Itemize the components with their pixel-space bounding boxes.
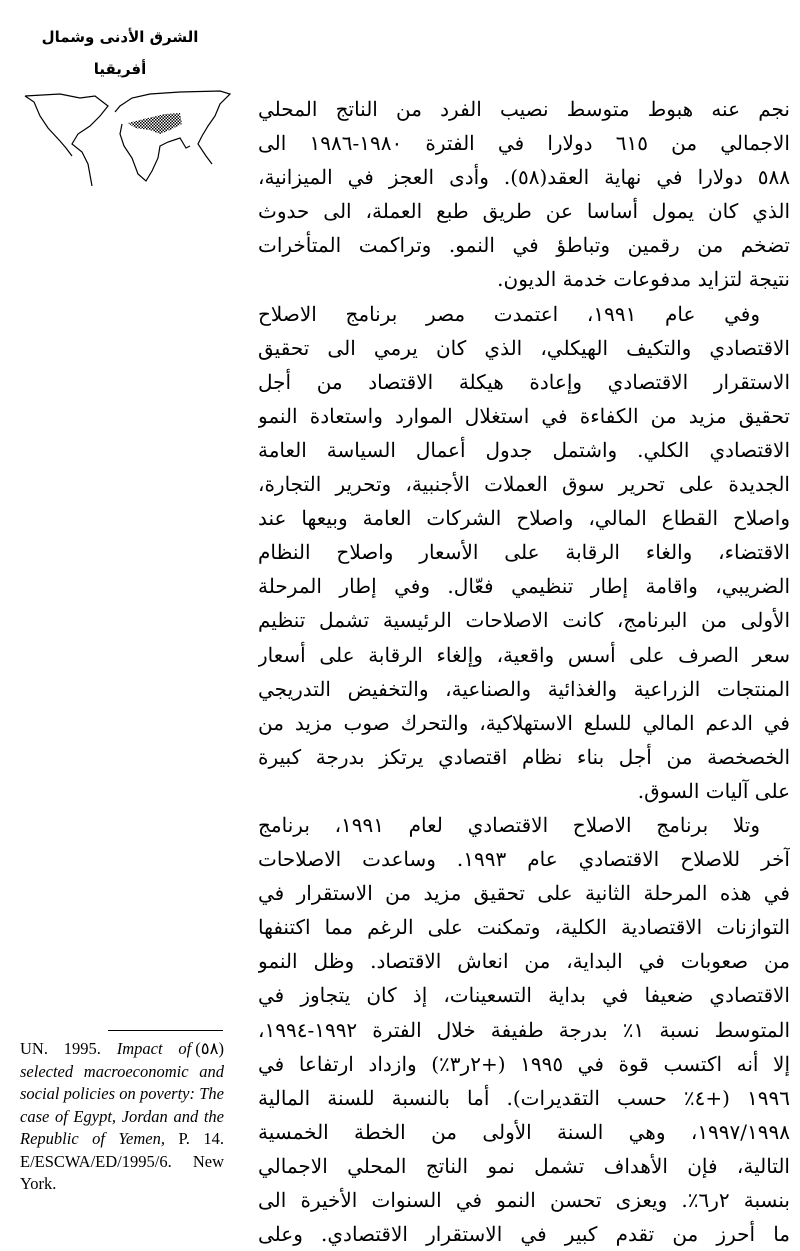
footnote-author-year: UN. 1995. bbox=[20, 1039, 101, 1058]
text-line: تضخم من رقمين وتباطؤ في النمو. وتراكمت المتأخرات bbox=[258, 233, 790, 258]
text-line: الاقتصادي والتكيف الهيكلي، الذي كان يرمي الى تحقيق bbox=[258, 335, 790, 360]
body-text bbox=[258, 92, 790, 1251]
text-line: الاجمالي من ٦١٥ دولارا في الفترة ١٩٨٠-١٩٨٦ الى bbox=[258, 131, 790, 156]
text-line: ١٩٩٦ (+٤٪ حسب التقديرات). أما بالنسبة للسنة المالية bbox=[258, 1085, 790, 1110]
text-line: تحقيق مزيد من الكفاءة في استغلال الموارد واستعادة النمو bbox=[258, 403, 790, 428]
text-line: وفي عام ١٩٩١، اعتمدت مصر برنامج الاصلاح bbox=[258, 301, 760, 326]
text-line: الذي كان يمول أساسا عن طريق طبع العملة، الى حدوث bbox=[258, 199, 790, 224]
text-line: الاقتصادي ضعيفا في بداية التسعينات، إذ كان يتجاوز في bbox=[258, 983, 790, 1008]
text-line: على آليات السوق. bbox=[637, 778, 790, 803]
text-line: الاقتصادي الكلي. واشتمل جدول أعمال السياسة العامة bbox=[258, 437, 790, 462]
text-line: ٥٨٨ دولارا في نهاية العقد(٥٨). وأدى العجز في الميزانية، bbox=[258, 165, 790, 190]
text-line: المتوسط نسبة ١٪ بدرجة طفيفة خلال الفترة ١٩٩٢-١٩٩٤، bbox=[258, 1017, 790, 1042]
text-line: الاستقرار الاقتصادي وإعادة هيكلة الاقتصاد من أجل bbox=[258, 369, 790, 394]
text-line: ١٩٩٧/١٩٩٨، وهي السنة الأولى من الخطة الخمسية bbox=[258, 1119, 790, 1144]
text-line: الجديدة على تحرير سوق العملات الأجنبية، وتحرير التجارة، bbox=[258, 472, 790, 497]
footnote-title: Impact of selected macroeconomic and social policies on poverty: The case of Egypt, Jordan and the Republic of Yemen, bbox=[20, 1039, 224, 1148]
world-map-icon bbox=[20, 86, 235, 186]
text-line: وتلا برنامج الاصلاح الاقتصادي لعام ١٩٩١، برنامج bbox=[258, 812, 760, 837]
text-line: الخصخصة من أجل بناء نظام اقتصادي يرتكز بدرجة كبيرة bbox=[258, 744, 790, 769]
text-line: الاقتضاء، والغاء الرقابة على الأسعار واصلاح النظام bbox=[258, 540, 790, 565]
footnote-details: P. 14. E/ESCWA/ED/1995/6. New York. bbox=[20, 1129, 224, 1193]
text-line: الأولى من البرنامج، كانت الاصلاحات الرئيسية تشمل تنظيم bbox=[258, 608, 790, 633]
text-line: من صعوبات في البداية، من انعاش الاقتصاد. وظل النمو bbox=[258, 949, 790, 974]
highlighted-region bbox=[128, 113, 182, 134]
text-line: بنسبة ٢ر٦٪. ويعزى تحسن النمو في السنوات الأخيرة الى bbox=[258, 1188, 790, 1212]
region-title-continued: أفريقيا bbox=[93, 60, 147, 78]
footnote-number: (٥٨) bbox=[195, 1039, 224, 1058]
text-line: في هذه المرحلة الثانية على تحقيق مزيد من الاستقرار في bbox=[258, 881, 790, 906]
text-line: التوازنات الاقتصادية الكلية، وتمكنت على الرغم مما اكتنفها bbox=[258, 915, 790, 940]
text-line: نتيجة لتزايد مدفوعات خدمة الديون. bbox=[497, 267, 790, 292]
text-line: التالية، فإن الأهداف تشمل نمو الناتج المحلي الاجمالي bbox=[258, 1153, 790, 1178]
region-title: الشرق الأدنى وشمال bbox=[41, 28, 199, 46]
text-line: نجم عنه هبوط متوسط نصيب الفرد من الناتج المحلي bbox=[258, 97, 790, 121]
text-line: ما أحرز من تقدم كبير في الاستقرار الاقتصادي. وعلى bbox=[258, 1222, 790, 1247]
text-line: إلا أنه اكتسب قوة في ١٩٩٥ (+٢ر٣٪) وازداد ارتفاعا في bbox=[258, 1051, 790, 1076]
text-line: واصلاح القطاع المالي، واصلاح الشركات العامة وبيعها عند bbox=[258, 506, 790, 531]
footnote-divider bbox=[108, 1030, 223, 1031]
text-line: الضريبي، واقامة إطار تنظيمي فعّال. وفي إطار المرحلة bbox=[258, 574, 790, 599]
text-line: آخر للاصلاح الاقتصادي عام ١٩٩٣. وساعدت الاصلاحات bbox=[258, 847, 790, 872]
text-line: في الدعم المالي للسلع الاستهلاكية، والتحرك صوب مزيد من bbox=[258, 710, 790, 735]
footnote bbox=[20, 1038, 224, 1196]
text-line: سعر الصرف على أسس واقعية، وإلغاء الرقابة على أسعار bbox=[258, 642, 790, 667]
text-line: المنتجات الزراعية والغذائية والصناعية، والتخفيض التدريجي bbox=[258, 676, 790, 701]
